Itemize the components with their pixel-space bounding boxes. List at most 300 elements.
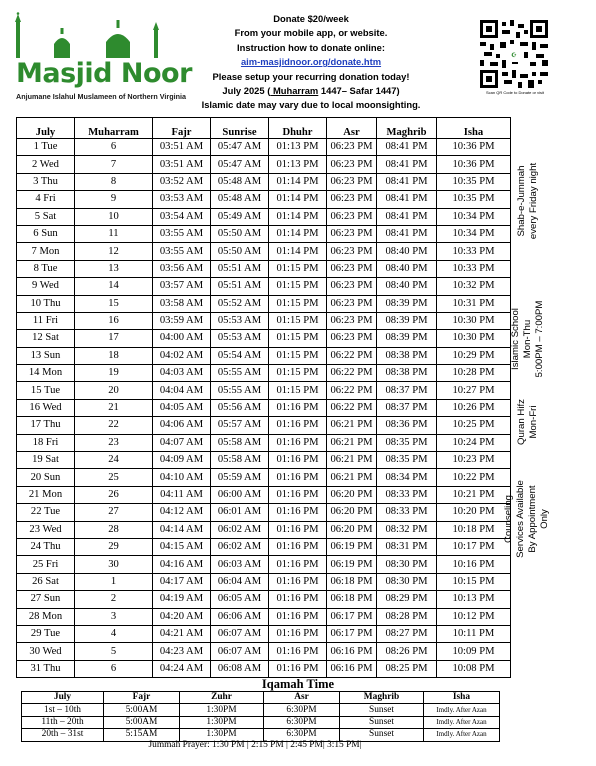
table-cell: 6 Sun: [17, 225, 75, 242]
table-cell: 06:23 PM: [327, 330, 377, 347]
table-cell: 04:00 AM: [153, 330, 211, 347]
table-cell: 06:22 PM: [327, 365, 377, 382]
table-cell: 19 Sat: [17, 452, 75, 469]
table-cell: 20: [75, 382, 153, 399]
table-cell: 08:41 PM: [377, 225, 437, 242]
table-row: [17, 312, 511, 329]
table-row: [17, 191, 511, 208]
svg-text:☪: ☪: [511, 53, 517, 59]
prayer-timetable: [16, 117, 511, 678]
table-cell: 5 Sat: [17, 208, 75, 225]
table-row: [17, 173, 511, 190]
table-cell: 4 Fri: [17, 191, 75, 208]
table-row: [17, 417, 511, 434]
counseling-note: Counseling Services Available By Appointment Only: [503, 480, 550, 558]
table-cell: 01:15 PM: [269, 260, 327, 277]
iqamah-cell: Sunset: [340, 716, 424, 728]
table-cell: 08:26 PM: [377, 643, 437, 660]
table-row: [17, 260, 511, 277]
table-cell: 23 Wed: [17, 521, 75, 538]
table-cell: 08:29 PM: [377, 591, 437, 608]
donate-methods: From your mobile app, or website.: [234, 27, 388, 39]
table-cell: 12: [75, 243, 153, 260]
table-cell: 08:38 PM: [377, 365, 437, 382]
donate-amount: Donate $20/week: [273, 13, 349, 24]
table-cell: 05:51 AM: [211, 278, 269, 295]
table-cell: 01:14 PM: [269, 208, 327, 225]
table-row: [17, 243, 511, 260]
table-cell: 01:14 PM: [269, 191, 327, 208]
iqamah-cell: 5:00AM: [104, 716, 180, 728]
table-row: [17, 295, 511, 312]
table-cell: 14 Mon: [17, 365, 75, 382]
table-cell: 8: [75, 173, 153, 190]
table-row: [17, 225, 511, 242]
table-cell: 04:20 AM: [153, 608, 211, 625]
table-cell: 06:16 PM: [327, 660, 377, 677]
table-cell: 01:16 PM: [269, 625, 327, 642]
table-cell: 06:06 AM: [211, 608, 269, 625]
moonsighting-note: Islamic date may vary due to local moonsighting.: [201, 99, 421, 111]
table-cell: 06:23 PM: [327, 156, 377, 173]
table-cell: 08:37 PM: [377, 399, 437, 416]
table-cell: 5: [75, 643, 153, 660]
table-cell: 10:36 PM: [437, 139, 511, 156]
table-cell: 08:39 PM: [377, 330, 437, 347]
table-cell: 27: [75, 504, 153, 521]
table-cell: 08:38 PM: [377, 347, 437, 364]
table-cell: 13 Sun: [17, 347, 75, 364]
table-cell: 10:13 PM: [437, 591, 511, 608]
mosque-skyline-icon: [14, 12, 174, 62]
shab-e-jummah-note: Shab-e-Jummah every Friday night: [516, 162, 539, 240]
table-cell: 1: [75, 573, 153, 590]
table-cell: 30: [75, 556, 153, 573]
table-cell: 05:54 AM: [211, 347, 269, 364]
iqamah-cell: Imdly. After Azan: [424, 729, 500, 741]
table-cell: 21: [75, 399, 153, 416]
column-header: Muharram: [75, 118, 153, 139]
table-cell: 10:35 PM: [437, 173, 511, 190]
qr-code-icon[interactable]: [480, 20, 548, 88]
table-cell: 10:34 PM: [437, 225, 511, 242]
table-cell: 08:33 PM: [377, 504, 437, 521]
month-title: July 2025 ( Muharram 1447– Safar 1447): [222, 85, 400, 97]
column-header: July: [17, 118, 75, 139]
table-cell: 11 Fri: [17, 312, 75, 329]
table-cell: 05:49 AM: [211, 208, 269, 225]
table-cell: 06:23 PM: [327, 312, 377, 329]
table-cell: 04:05 AM: [153, 399, 211, 416]
iqamah-cell: Imdly. After Azan: [424, 704, 500, 716]
table-row: [17, 608, 511, 625]
table-cell: 6: [75, 660, 153, 677]
table-cell: 06:02 AM: [211, 538, 269, 555]
table-cell: 10:27 PM: [437, 382, 511, 399]
table-cell: 10:29 PM: [437, 347, 511, 364]
table-cell: 30 Wed: [17, 643, 75, 660]
table-cell: 05:52 AM: [211, 295, 269, 312]
column-header: Asr: [327, 118, 377, 139]
iqamah-title: Iqamah Time: [261, 677, 335, 691]
table-cell: 06:22 PM: [327, 347, 377, 364]
table-cell: 08:28 PM: [377, 608, 437, 625]
table-cell: 29 Tue: [17, 625, 75, 642]
table-cell: 29: [75, 538, 153, 555]
table-row: [17, 156, 511, 173]
table-cell: 08:40 PM: [377, 278, 437, 295]
table-cell: 05:57 AM: [211, 417, 269, 434]
table-cell: 06:23 PM: [327, 295, 377, 312]
table-cell: 27 Sun: [17, 591, 75, 608]
table-cell: 21 Mon: [17, 486, 75, 503]
table-cell: 06:18 PM: [327, 591, 377, 608]
table-cell: 01:16 PM: [269, 591, 327, 608]
table-cell: 06:05 AM: [211, 591, 269, 608]
table-cell: 06:19 PM: [327, 556, 377, 573]
table-cell: 24 Thu: [17, 538, 75, 555]
table-cell: 06:23 PM: [327, 208, 377, 225]
table-cell: 10:33 PM: [437, 243, 511, 260]
table-cell: 03:58 AM: [153, 295, 211, 312]
table-cell: 08:25 PM: [377, 660, 437, 677]
table-cell: 31 Thu: [17, 660, 75, 677]
table-cell: 2: [75, 591, 153, 608]
table-cell: 01:16 PM: [269, 486, 327, 503]
table-cell: 28: [75, 521, 153, 538]
table-row: [17, 365, 511, 382]
table-cell: 03:53 AM: [153, 191, 211, 208]
quran-hifz-note: Quran Hifz Mon-Fri: [516, 399, 539, 445]
table-cell: 08:40 PM: [377, 243, 437, 260]
table-cell: 06:23 PM: [327, 278, 377, 295]
table-cell: 03:52 AM: [153, 173, 211, 190]
table-row: [17, 469, 511, 486]
table-cell: 10:08 PM: [437, 660, 511, 677]
table-cell: 10: [75, 208, 153, 225]
table-cell: 08:34 PM: [377, 469, 437, 486]
table-row: [17, 504, 511, 521]
iqamah-column-header: July: [22, 692, 104, 704]
table-cell: 03:57 AM: [153, 278, 211, 295]
table-cell: 06:07 AM: [211, 643, 269, 660]
table-cell: 10:12 PM: [437, 608, 511, 625]
recurring-donation-note: Please setup your recurring donation today!: [212, 70, 410, 82]
table-cell: 10:28 PM: [437, 365, 511, 382]
iqamah-cell: 5:00AM: [104, 704, 180, 716]
table-cell: 04:11 AM: [153, 486, 211, 503]
table-row: [17, 330, 511, 347]
table-cell: 08:41 PM: [377, 208, 437, 225]
jummah-prayer-times: Jummah Prayer: 1:30 PM | 2:15 PM | 2:45 PM| 3:15 PM|: [148, 740, 362, 750]
table-cell: 3 Thu: [17, 173, 75, 190]
table-cell: 05:50 AM: [211, 243, 269, 260]
table-cell: 03:55 AM: [153, 243, 211, 260]
table-cell: 01:16 PM: [269, 521, 327, 538]
table-cell: 08:40 PM: [377, 260, 437, 277]
table-cell: 9 Wed: [17, 278, 75, 295]
table-cell: 08:33 PM: [377, 486, 437, 503]
table-cell: 08:39 PM: [377, 312, 437, 329]
table-cell: 01:16 PM: [269, 643, 327, 660]
table-cell: 01:14 PM: [269, 225, 327, 242]
table-cell: 16 Wed: [17, 399, 75, 416]
table-cell: 10:24 PM: [437, 434, 511, 451]
table-cell: 06:20 PM: [327, 486, 377, 503]
table-cell: 08:41 PM: [377, 173, 437, 190]
table-cell: 04:21 AM: [153, 625, 211, 642]
table-cell: 06:02 AM: [211, 521, 269, 538]
table-cell: 05:56 AM: [211, 399, 269, 416]
table-cell: 16: [75, 312, 153, 329]
table-cell: 06:23 PM: [327, 139, 377, 156]
table-cell: 06:21 PM: [327, 434, 377, 451]
table-cell: 04:09 AM: [153, 452, 211, 469]
table-row: [17, 399, 511, 416]
iqamah-cell: 6:30PM: [264, 729, 340, 741]
table-cell: 17: [75, 330, 153, 347]
table-cell: 06:01 AM: [211, 504, 269, 521]
table-cell: 06:08 AM: [211, 660, 269, 677]
table-cell: 08:36 PM: [377, 417, 437, 434]
iqamah-row: [22, 716, 500, 728]
table-cell: 05:47 AM: [211, 156, 269, 173]
table-cell: 14: [75, 278, 153, 295]
table-cell: 05:58 AM: [211, 434, 269, 451]
table-row: [17, 278, 511, 295]
column-header: Maghrib: [377, 118, 437, 139]
table-row: [17, 434, 511, 451]
iqamah-row: [22, 704, 500, 716]
table-cell: 06:23 PM: [327, 191, 377, 208]
table-row: [17, 208, 511, 225]
table-cell: 26: [75, 486, 153, 503]
table-cell: 04:07 AM: [153, 434, 211, 451]
table-cell: 06:03 AM: [211, 556, 269, 573]
table-cell: 13: [75, 260, 153, 277]
iqamah-cell: Sunset: [340, 704, 424, 716]
table-cell: 06:21 PM: [327, 417, 377, 434]
table-cell: 04:19 AM: [153, 591, 211, 608]
table-cell: 01:15 PM: [269, 330, 327, 347]
table-cell: 10:30 PM: [437, 312, 511, 329]
column-header: Sunrise: [211, 118, 269, 139]
table-cell: 10:32 PM: [437, 278, 511, 295]
iqamah-cell: 1:30PM: [180, 704, 264, 716]
table-cell: 01:13 PM: [269, 156, 327, 173]
table-cell: 01:16 PM: [269, 538, 327, 555]
table-cell: 04:17 AM: [153, 573, 211, 590]
table-cell: 10:15 PM: [437, 573, 511, 590]
table-cell: 06:18 PM: [327, 573, 377, 590]
table-cell: 05:51 AM: [211, 260, 269, 277]
table-cell: 10:18 PM: [437, 521, 511, 538]
table-cell: 01:16 PM: [269, 573, 327, 590]
table-cell: 04:10 AM: [153, 469, 211, 486]
table-cell: 03:51 AM: [153, 156, 211, 173]
table-cell: 01:16 PM: [269, 660, 327, 677]
table-cell: 01:16 PM: [269, 556, 327, 573]
table-cell: 01:16 PM: [269, 434, 327, 451]
table-cell: 06:16 PM: [327, 643, 377, 660]
table-cell: 05:48 AM: [211, 191, 269, 208]
table-cell: 10:22 PM: [437, 469, 511, 486]
table-row: [17, 139, 511, 156]
table-row: [17, 556, 511, 573]
table-cell: 20 Sun: [17, 469, 75, 486]
table-cell: 3: [75, 608, 153, 625]
table-cell: 10:16 PM: [437, 556, 511, 573]
islamic-school-note: Islamic School Mon-Thu 5:00PM – 7:00PM: [510, 300, 545, 378]
table-cell: 10:23 PM: [437, 452, 511, 469]
logo-subtitle: Anjumane Islahul Muslameen of Northern Virginia: [16, 92, 187, 101]
table-cell: 01:16 PM: [269, 452, 327, 469]
table-cell: 9: [75, 191, 153, 208]
table-cell: 06:00 AM: [211, 486, 269, 503]
table-cell: 7: [75, 156, 153, 173]
table-cell: 08:31 PM: [377, 538, 437, 555]
table-cell: 08:41 PM: [377, 156, 437, 173]
table-body: [17, 139, 511, 678]
table-cell: 28 Mon: [17, 608, 75, 625]
table-cell: 04:12 AM: [153, 504, 211, 521]
table-cell: 11: [75, 225, 153, 242]
table-cell: 10 Thu: [17, 295, 75, 312]
table-cell: 10:33 PM: [437, 260, 511, 277]
iqamah-cell: 6:30PM: [264, 704, 340, 716]
table-cell: 01:15 PM: [269, 382, 327, 399]
column-header: Fajr: [153, 118, 211, 139]
iqamah-cell: Imdly. After Azan: [424, 716, 500, 728]
masjid-noor-logo: [14, 12, 192, 102]
table-cell: 05:50 AM: [211, 225, 269, 242]
table-cell: 01:14 PM: [269, 173, 327, 190]
table-cell: 10:34 PM: [437, 208, 511, 225]
table-cell: 01:16 PM: [269, 399, 327, 416]
table-cell: 7 Mon: [17, 243, 75, 260]
table-cell: 10:11 PM: [437, 625, 511, 642]
table-cell: 4: [75, 625, 153, 642]
table-cell: 06:23 PM: [327, 243, 377, 260]
table-cell: 04:15 AM: [153, 538, 211, 555]
table-cell: 25 Fri: [17, 556, 75, 573]
table-cell: 22: [75, 417, 153, 434]
table-cell: 03:55 AM: [153, 225, 211, 242]
table-cell: 05:53 AM: [211, 312, 269, 329]
table-cell: 06:20 PM: [327, 521, 377, 538]
table-cell: 03:51 AM: [153, 139, 211, 156]
table-cell: 01:16 PM: [269, 504, 327, 521]
table-row: [17, 538, 511, 555]
table-cell: 04:04 AM: [153, 382, 211, 399]
table-cell: 04:06 AM: [153, 417, 211, 434]
table-cell: 06:21 PM: [327, 469, 377, 486]
table-cell: 10:26 PM: [437, 399, 511, 416]
iqamah-cell: 6:30PM: [264, 716, 340, 728]
table-cell: 2 Wed: [17, 156, 75, 173]
table-header-row: [17, 118, 511, 139]
table-cell: 25: [75, 469, 153, 486]
table-cell: 10:17 PM: [437, 538, 511, 555]
table-cell: 10:35 PM: [437, 191, 511, 208]
table-cell: 06:17 PM: [327, 625, 377, 642]
table-cell: 06:23 PM: [327, 173, 377, 190]
table-row: [17, 486, 511, 503]
table-cell: 08:30 PM: [377, 573, 437, 590]
table-row: [17, 573, 511, 590]
table-cell: 08:37 PM: [377, 382, 437, 399]
iqamah-cell: 1:30PM: [180, 716, 264, 728]
column-header: Isha: [437, 118, 511, 139]
table-cell: 08:30 PM: [377, 556, 437, 573]
table-cell: 04:02 AM: [153, 347, 211, 364]
table-cell: 05:59 AM: [211, 469, 269, 486]
table-cell: 06:23 PM: [327, 260, 377, 277]
table-cell: 05:48 AM: [211, 173, 269, 190]
table-cell: 06:23 PM: [327, 225, 377, 242]
table-cell: 06:22 PM: [327, 399, 377, 416]
iqamah-header-row: [22, 692, 500, 704]
table-cell: 10:20 PM: [437, 504, 511, 521]
table-row: [17, 660, 511, 677]
table-cell: 06:22 PM: [327, 382, 377, 399]
iqamah-table: [21, 691, 500, 742]
table-cell: 06:07 AM: [211, 625, 269, 642]
table-cell: 05:55 AM: [211, 382, 269, 399]
table-cell: 06:04 AM: [211, 573, 269, 590]
table-cell: 03:54 AM: [153, 208, 211, 225]
table-cell: 01:15 PM: [269, 312, 327, 329]
table-row: [17, 382, 511, 399]
donate-link[interactable]: aim-masjidnoor.org/donate.htm: [240, 56, 382, 68]
table-cell: 08:41 PM: [377, 191, 437, 208]
table-row: [17, 347, 511, 364]
table-cell: 08:35 PM: [377, 434, 437, 451]
table-cell: 10:31 PM: [437, 295, 511, 312]
iqamah-column-header: Maghrib: [340, 692, 424, 704]
logo-wordmark: Masjid Noor: [16, 58, 192, 89]
table-cell: 26 Sat: [17, 573, 75, 590]
iqamah-cell: 20th – 31st: [22, 729, 104, 741]
table-row: [17, 625, 511, 642]
table-cell: 08:35 PM: [377, 452, 437, 469]
table-cell: 06:17 PM: [327, 608, 377, 625]
table-cell: 24: [75, 452, 153, 469]
table-cell: 01:15 PM: [269, 365, 327, 382]
table-cell: 8 Tue: [17, 260, 75, 277]
table-cell: 10:30 PM: [437, 330, 511, 347]
iqamah-column-header: Zuhr: [180, 692, 264, 704]
table-cell: 06:19 PM: [327, 538, 377, 555]
table-cell: 08:27 PM: [377, 625, 437, 642]
table-cell: 01:16 PM: [269, 469, 327, 486]
table-cell: 6: [75, 139, 153, 156]
table-cell: 1 Tue: [17, 139, 75, 156]
table-cell: 15: [75, 295, 153, 312]
table-cell: 22 Tue: [17, 504, 75, 521]
table-cell: 01:15 PM: [269, 278, 327, 295]
table-cell: 10:21 PM: [437, 486, 511, 503]
table-row: [17, 591, 511, 608]
table-cell: 15 Tue: [17, 382, 75, 399]
iqamah-column-header: Asr: [264, 692, 340, 704]
table-cell: 23: [75, 434, 153, 451]
table-cell: 04:24 AM: [153, 660, 211, 677]
table-cell: 01:16 PM: [269, 417, 327, 434]
iqamah-cell: 1:30PM: [180, 729, 264, 741]
table-cell: 08:32 PM: [377, 521, 437, 538]
table-cell: 06:20 PM: [327, 504, 377, 521]
